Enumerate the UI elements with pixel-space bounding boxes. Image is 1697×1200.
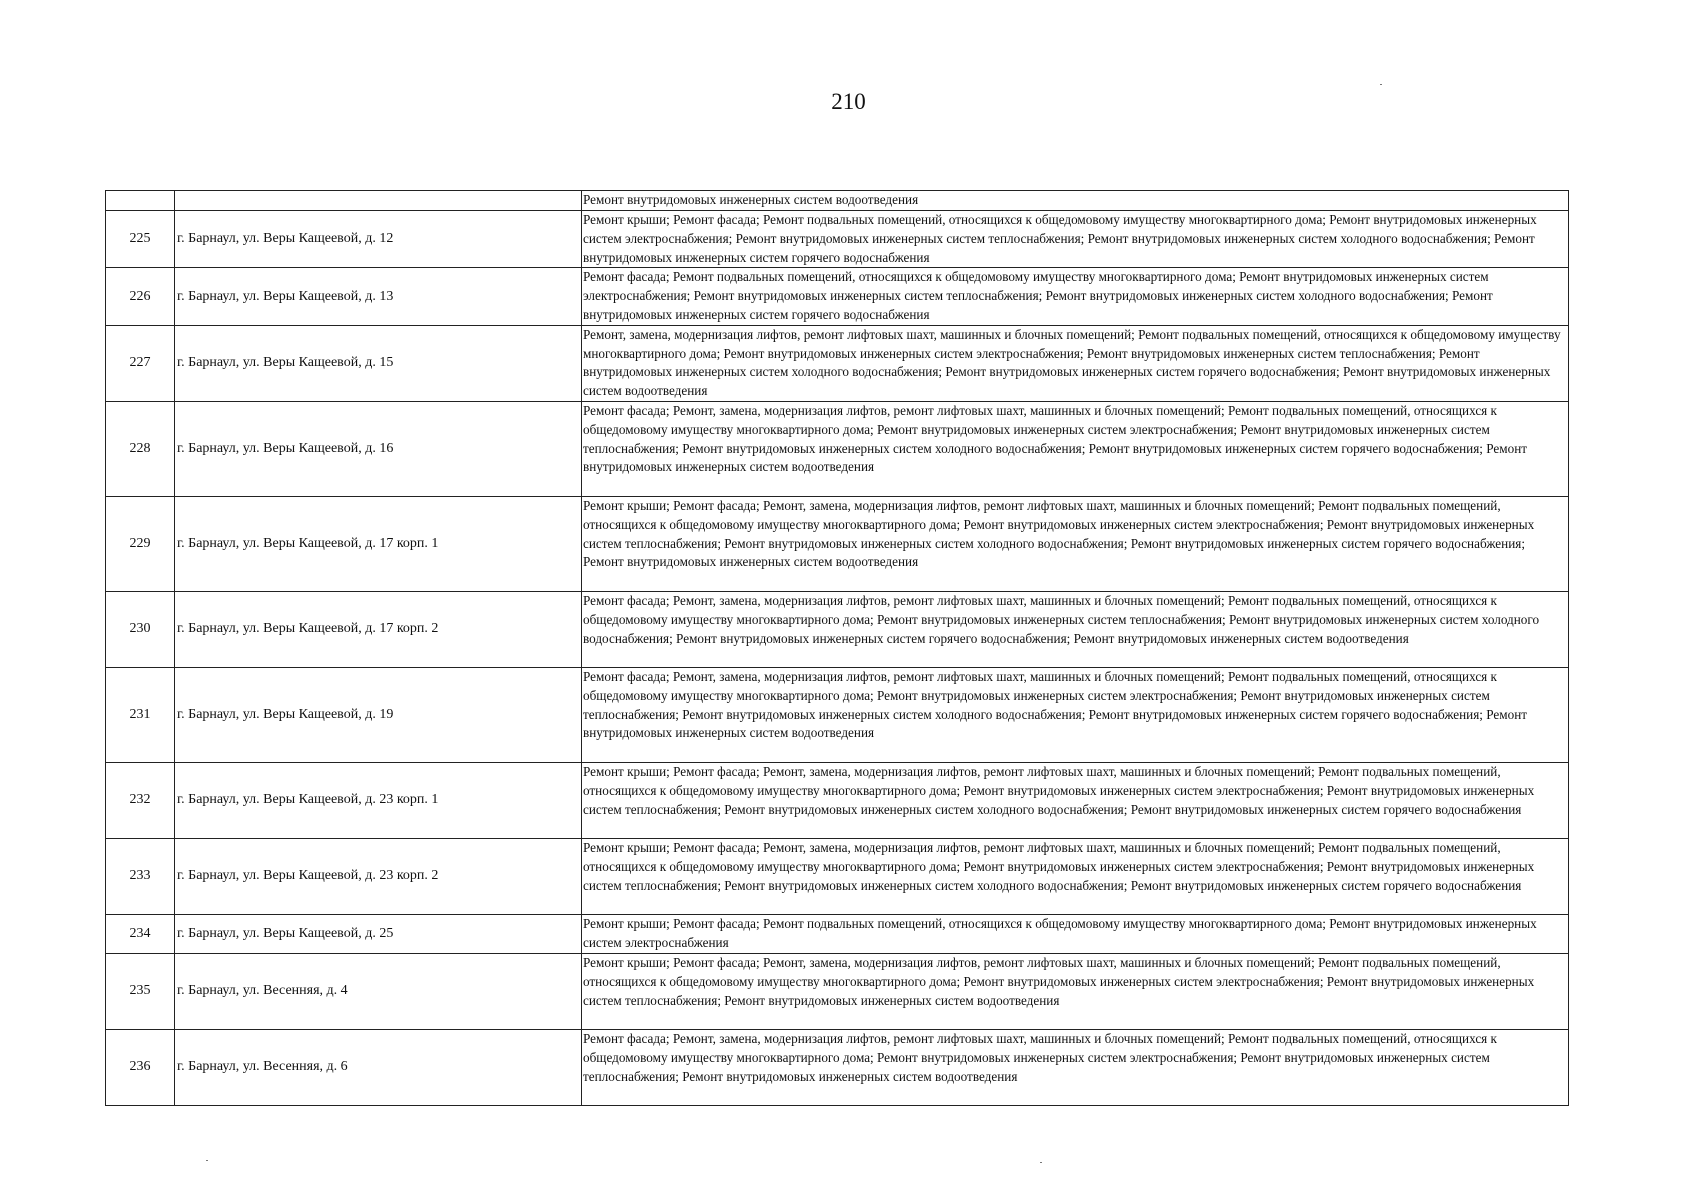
row-number: 236 xyxy=(106,1029,175,1105)
row-number: 234 xyxy=(106,914,175,953)
scan-speck xyxy=(1380,84,1382,85)
row-works: Ремонт внутридомовых инженерных систем водоотведения xyxy=(582,191,1569,211)
table-row xyxy=(106,591,1569,667)
row-works: Ремонт крыши; Ремонт фасада; Ремонт, замена, модернизация лифтов, ремонт лифтовых шахт, машинных и блочных помещений; Ремонт подвальных помещений, относящихся к общедомовому имуществу многоквартирного дома; Ремонт внутридомовых инженерных систем электроснабжения; Ремонт внутридомовых инженерных систем теплоснабжения; Ремонт внутридомовых инженерных систем холодного водоснабжения; Ремонт внутридомовых инженерных систем горячего водоснабжения; Ремонт внутридомовых инженерных систем водоотведения xyxy=(582,496,1569,591)
row-address: г. Барнаул, ул. Веры Кащеевой, д. 17 корп. 1 xyxy=(175,496,582,591)
row-address: г. Барнаул, ул. Веры Кащеевой, д. 19 xyxy=(175,667,582,762)
row-number xyxy=(106,191,175,211)
row-address: г. Барнаул, ул. Веры Кащеевой, д. 12 xyxy=(175,211,582,268)
table-row xyxy=(106,325,1569,401)
table-row xyxy=(106,268,1569,325)
row-address: г. Барнаул, ул. Веры Кащеевой, д. 25 xyxy=(175,914,582,953)
row-works: Ремонт крыши; Ремонт фасада; Ремонт, замена, модернизация лифтов, ремонт лифтовых шахт, машинных и блочных помещений; Ремонт подвальных помещений, относящихся к общедомовому имуществу многоквартирного дома; Ремонт внутридомовых инженерных систем электроснабжения; Ремонт внутридомовых инженерных систем теплоснабжения; Ремонт внутридомовых инженерных систем водоотведения xyxy=(582,953,1569,1029)
row-number: 230 xyxy=(106,591,175,667)
table-row xyxy=(106,401,1569,496)
row-address: г. Барнаул, ул. Веры Кащеевой, д. 17 корп. 2 xyxy=(175,591,582,667)
row-works: Ремонт фасада; Ремонт, замена, модернизация лифтов, ремонт лифтовых шахт, машинных и блочных помещений; Ремонт подвальных помещений, относящихся к общедомовому имуществу многоквартирного дома; Ремонт внутридомовых инженерных систем электроснабжения; Ремонт внутридомовых инженерных систем теплоснабжения; Ремонт внутридомовых инженерных систем холодного водоснабжения; Ремонт внутридомовых инженерных систем горячего водоснабжения; Ремонт внутридомовых инженерных систем водоотведения xyxy=(582,401,1569,496)
table-row xyxy=(106,1029,1569,1105)
row-works: Ремонт фасада; Ремонт, замена, модернизация лифтов, ремонт лифтовых шахт, машинных и блочных помещений; Ремонт подвальных помещений, относящихся к общедомовому имуществу многоквартирного дома; Ремонт внутридомовых инженерных систем теплоснабжения; Ремонт внутридомовых инженерных систем холодного водоснабжения; Ремонт внутридомовых инженерных систем горячего водоснабжения; Ремонт внутридомовых инженерных систем водоотведения xyxy=(582,591,1569,667)
row-number: 233 xyxy=(106,838,175,914)
row-number: 231 xyxy=(106,667,175,762)
scan-speck xyxy=(206,1160,208,1161)
row-number: 232 xyxy=(106,762,175,838)
row-number: 229 xyxy=(106,496,175,591)
row-works: Ремонт крыши; Ремонт фасада; Ремонт подвальных помещений, относящихся к общедомовому имуществу многоквартирного дома; Ремонт внутридомовых инженерных систем электроснабжения; Ремонт внутридомовых инженерных систем теплоснабжения; Ремонт внутридомовых инженерных систем холодного водоснабжения; Ремонт внутридомовых инженерных систем горячего водоснабжения xyxy=(582,211,1569,268)
scan-speck xyxy=(1040,1162,1042,1163)
table-row xyxy=(106,667,1569,762)
row-number: 227 xyxy=(106,325,175,401)
row-number: 226 xyxy=(106,268,175,325)
row-address: г. Барнаул, ул. Весенняя, д. 6 xyxy=(175,1029,582,1105)
works-table xyxy=(105,190,1569,1106)
row-address: г. Барнаул, ул. Веры Кащеевой, д. 15 xyxy=(175,325,582,401)
row-address: г. Барнаул, ул. Веры Кащеевой, д. 23 корп. 1 xyxy=(175,762,582,838)
row-works: Ремонт крыши; Ремонт фасада; Ремонт подвальных помещений, относящихся к общедомовому имуществу многоквартирного дома; Ремонт внутридомовых инженерных систем электроснабжения xyxy=(582,914,1569,953)
table-row xyxy=(106,762,1569,838)
row-works: Ремонт, замена, модернизация лифтов, ремонт лифтовых шахт, машинных и блочных помещений; Ремонт подвальных помещений, относящихся к общедомовому имуществу многоквартирного дома; Ремонт внутридомовых инженерных систем электроснабжения; Ремонт внутридомовых инженерных систем теплоснабжения; Ремонт внутридомовых инженерных систем холодного водоснабжения; Ремонт внутридомовых инженерных систем горячего водоснабжения; Ремонт внутридомовых инженерных систем водоотведения xyxy=(582,325,1569,401)
row-works: Ремонт фасада; Ремонт, замена, модернизация лифтов, ремонт лифтовых шахт, машинных и блочных помещений; Ремонт подвальных помещений, относящихся к общедомовому имуществу многоквартирного дома; Ремонт внутридомовых инженерных систем электроснабжения; Ремонт внутридомовых инженерных систем теплоснабжения; Ремонт внутридомовых инженерных систем водоотведения xyxy=(582,1029,1569,1105)
row-address: г. Барнаул, ул. Весенняя, д. 4 xyxy=(175,953,582,1029)
row-number: 225 xyxy=(106,211,175,268)
page-number: 210 xyxy=(831,89,866,114)
row-address: г. Барнаул, ул. Веры Кащеевой, д. 16 xyxy=(175,401,582,496)
table-row xyxy=(106,914,1569,953)
row-works: Ремонт крыши; Ремонт фасада; Ремонт, замена, модернизация лифтов, ремонт лифтовых шахт, машинных и блочных помещений; Ремонт подвальных помещений, относящихся к общедомовому имуществу многоквартирного дома; Ремонт внутридомовых инженерных систем электроснабжения; Ремонт внутридомовых инженерных систем теплоснабжения; Ремонт внутридомовых инженерных систем холодного водоснабжения; Ремонт внутридомовых инженерных систем горячего водоснабжения xyxy=(582,838,1569,914)
table-row xyxy=(106,191,1569,211)
row-number: 235 xyxy=(106,953,175,1029)
row-address: г. Барнаул, ул. Веры Кащеевой, д. 23 корп. 2 xyxy=(175,838,582,914)
row-works: Ремонт фасада; Ремонт подвальных помещений, относящихся к общедомовому имуществу многоквартирного дома; Ремонт внутридомовых инженерных систем электроснабжения; Ремонт внутридомовых инженерных систем теплоснабжения; Ремонт внутридомовых инженерных систем холодного водоснабжения; Ремонт внутридомовых инженерных систем горячего водоснабжения xyxy=(582,268,1569,325)
row-works: Ремонт крыши; Ремонт фасада; Ремонт, замена, модернизация лифтов, ремонт лифтовых шахт, машинных и блочных помещений; Ремонт подвальных помещений, относящихся к общедомовому имуществу многоквартирного дома; Ремонт внутридомовых инженерных систем электроснабжения; Ремонт внутридомовых инженерных систем теплоснабжения; Ремонт внутридомовых инженерных систем холодного водоснабжения; Ремонт внутридомовых инженерных систем горячего водоснабжения xyxy=(582,762,1569,838)
row-address: г. Барнаул, ул. Веры Кащеевой, д. 13 xyxy=(175,268,582,325)
table-row xyxy=(106,211,1569,268)
table-row xyxy=(106,953,1569,1029)
row-address xyxy=(175,191,582,211)
row-number: 228 xyxy=(106,401,175,496)
table-row xyxy=(106,496,1569,591)
row-works: Ремонт фасада; Ремонт, замена, модернизация лифтов, ремонт лифтовых шахт, машинных и блочных помещений; Ремонт подвальных помещений, относящихся к общедомовому имуществу многоквартирного дома; Ремонт внутридомовых инженерных систем электроснабжения; Ремонт внутридомовых инженерных систем теплоснабжения; Ремонт внутридомовых инженерных систем холодного водоснабжения; Ремонт внутридомовых инженерных систем горячего водоснабжения; Ремонт внутридомовых инженерных систем водоотведения xyxy=(582,667,1569,762)
table-row xyxy=(106,838,1569,914)
